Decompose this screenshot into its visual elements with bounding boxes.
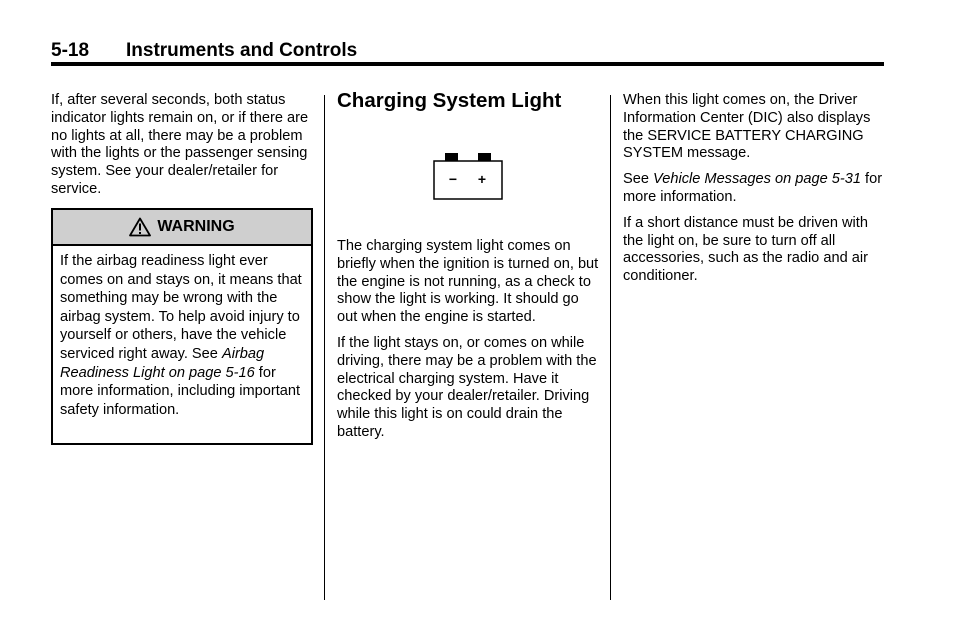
column-divider-1 (324, 95, 325, 600)
intro-paragraph: If, after several seconds, both status indicator lights remain on, or if there are no lights at all, there may be a problem with the lights or the passenger sensing system. See your dealer/retailer for service. (51, 92, 309, 197)
dic-paragraph: When this light comes on, the Driver Information Center (DIC) also displays the SERVICE BATTERY CHARGING SYSTEM message. (623, 92, 871, 162)
charging-system-heading: Charging System Light (337, 89, 562, 112)
battery-plus-sign: + (477, 171, 487, 187)
warning-triangle-icon (129, 217, 151, 237)
warning-box (51, 208, 313, 445)
accessories-paragraph: If a short distance must be driven with the light on, be sure to turn off all accessories, such as the radio and air conditioner. (623, 214, 868, 285)
see-suffix: for more information. (623, 171, 883, 205)
column-1 (51, 92, 313, 207)
page-number: 5-18 (51, 40, 90, 61)
header-rule (51, 62, 884, 66)
warning-label: WARNING (157, 218, 235, 235)
column-2-text (337, 238, 599, 450)
warning-text: If the airbag readiness light ever comes on and stays on, it means that something may be wrong with the airbag system. To help avoid injury to yourself or others, have the vehicle serviced right away. See (60, 253, 302, 362)
airbag-readiness-reference[interactable]: Airbag Readiness Light on page 5-16 (60, 345, 265, 381)
warning-body (53, 246, 311, 419)
warning-header (53, 210, 311, 246)
section-title: Instruments and Controls (126, 40, 358, 61)
page-header (51, 38, 884, 66)
vehicle-messages-reference[interactable]: Vehicle Messages on page 5-31 (653, 171, 861, 188)
charging-paragraph-2: If the light stays on, or comes on while driving, there may be a problem with the electrical charging system. Have it checked by your dealer/retailer. Driving while this light is on could drain the battery. (337, 334, 597, 440)
column-3 (623, 92, 885, 294)
battery-minus-sign: − (448, 171, 458, 187)
charging-paragraph-1: The charging system light comes on briefly when the ignition is turned on, but the engine is not running, as a check to show the light is working. It should go out when the engine is started. (337, 238, 599, 326)
column-divider-2 (610, 95, 611, 600)
see-prefix: See (623, 171, 654, 188)
see-reference-paragraph (623, 171, 885, 207)
battery-icon (433, 152, 503, 201)
warning-text-end: for more information, including important safety information. (60, 364, 301, 418)
